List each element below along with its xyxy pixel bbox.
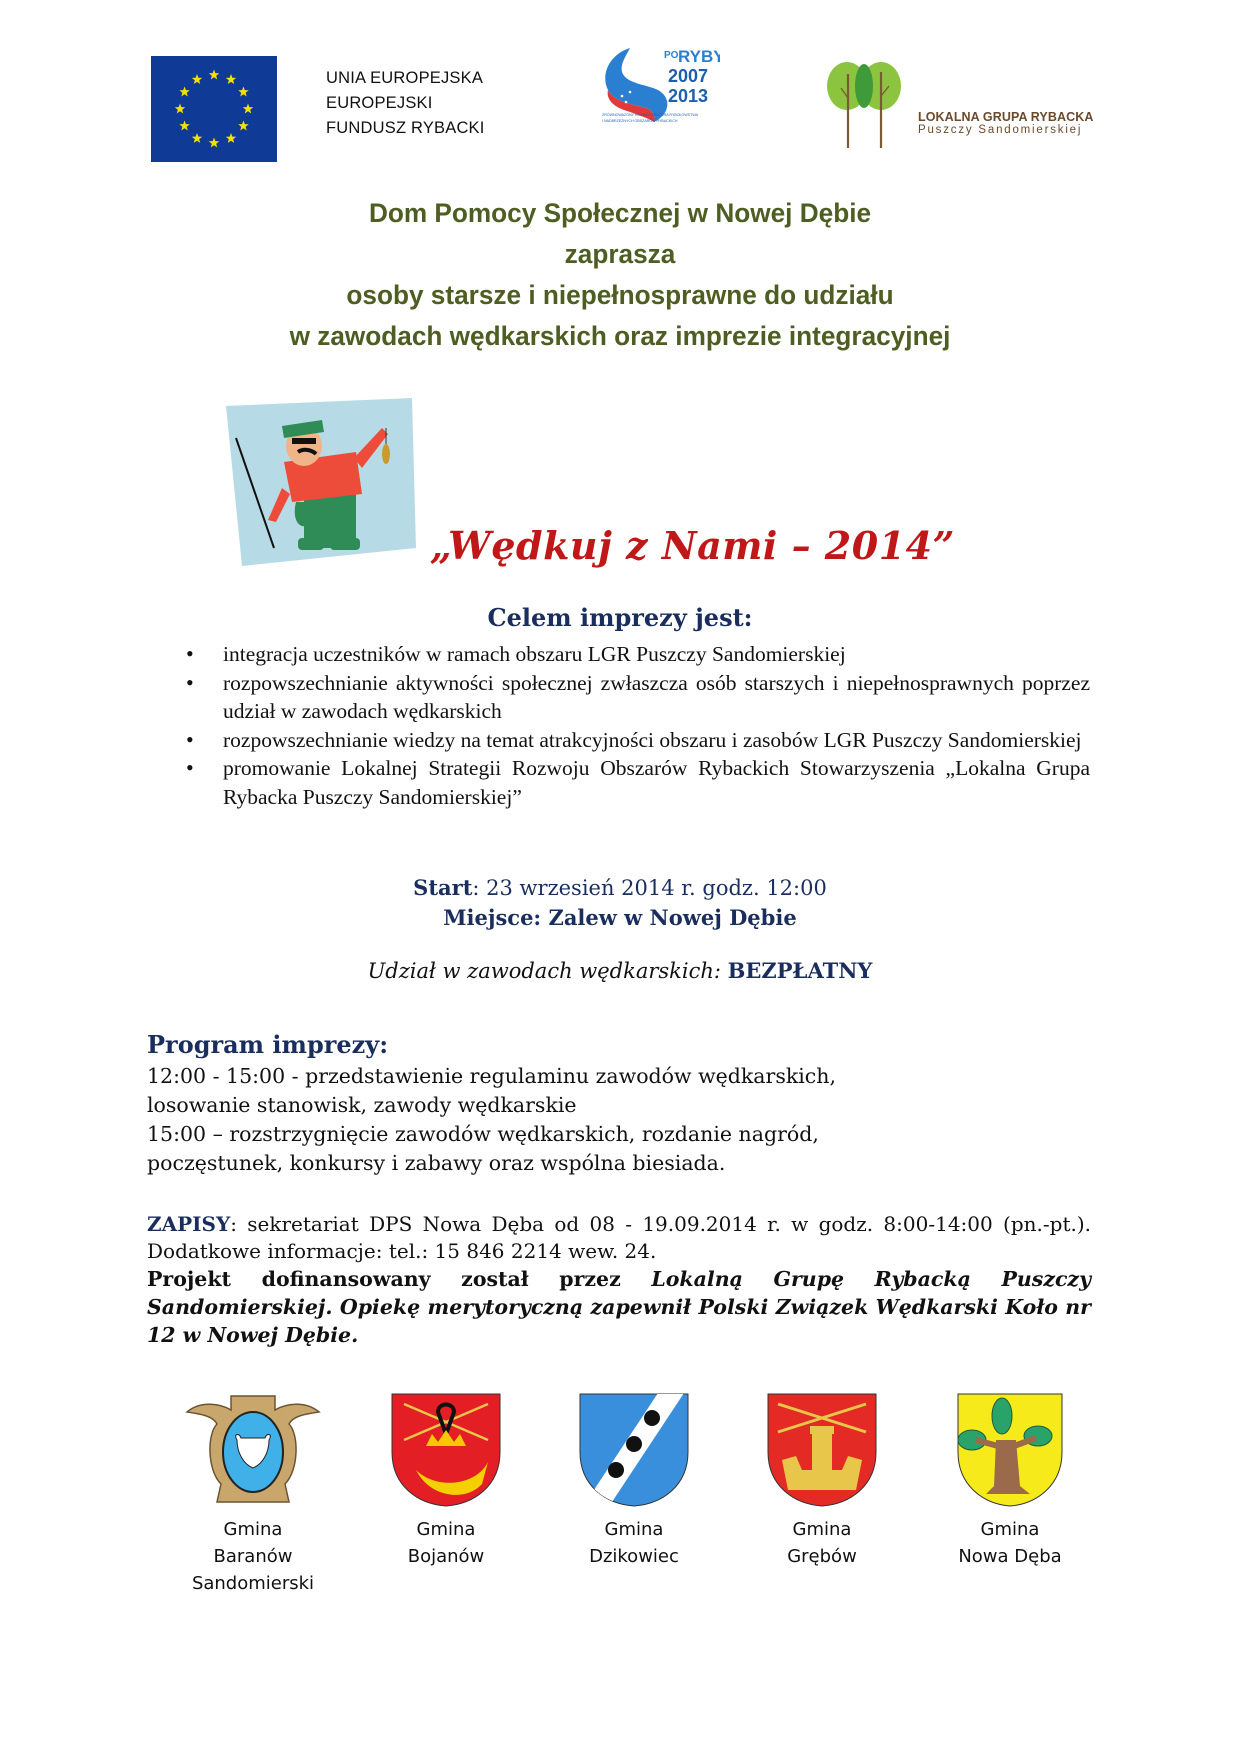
eu-star-icon bbox=[226, 133, 236, 143]
crest-bojanow bbox=[371, 1390, 521, 1570]
place-line: Miejsce: Zalew w Nowej Dębie bbox=[443, 905, 797, 930]
fisherman-clipart bbox=[222, 398, 416, 566]
nowa-deba-crest-icon bbox=[950, 1390, 1070, 1508]
headline-line: zaprasza bbox=[564, 239, 676, 269]
year-start-text: 2007 bbox=[668, 66, 709, 86]
goals-list bbox=[186, 640, 1090, 811]
program-line: 15:00 – rozstrzygnięcie zawodów wędkarskich, rozdanie nagród, bbox=[147, 1122, 819, 1146]
dzikowiec-crest-icon bbox=[574, 1390, 694, 1508]
eu-star-icon bbox=[192, 74, 202, 84]
eu-text-line: FUNDUSZ RYBACKI bbox=[326, 119, 485, 137]
crest-dzikowiec bbox=[559, 1390, 709, 1570]
crest-label: Gmina bbox=[223, 1519, 283, 1540]
start-value: : 23 wrzesień 2014 r. godz. 12:00 bbox=[472, 876, 827, 900]
eu-star-icon bbox=[175, 104, 185, 114]
baranow-crest-icon bbox=[181, 1390, 325, 1508]
eu-fund-text bbox=[326, 66, 485, 141]
funding-italic-text: Lokalną Grupę Rybacką Puszczy Sandomierskiej. Opiekę merytoryczną zapewnił Polski Związek Wędkarski Koło nr 12 w Nowej Dębie. bbox=[147, 1267, 1091, 1347]
participation-info bbox=[0, 958, 1240, 983]
goal-item: • integracja uczestników w ramach obszaru LGR Puszczy Sandomierskiej bbox=[186, 640, 1090, 669]
crest-label: Gmina bbox=[604, 1519, 664, 1540]
goal-item: • rozpowszechnianie wiedzy na temat atrakcyjności obszaru i zasobów LGR Puszczy Sandomierskiej bbox=[186, 726, 1090, 755]
program-line: 12:00 - 15:00 - przedstawienie regulaminu zawodów wędkarskich, bbox=[147, 1064, 837, 1088]
headline-line: Dom Pomocy Społecznej w Nowej Dębie bbox=[368, 198, 872, 228]
po-ryby-caption: I NADBRZEŻNYCH OBSZARÓW RYBACKICH bbox=[602, 119, 678, 123]
crest-name: Nowa Dęba bbox=[958, 1546, 1062, 1567]
lgr-logo-text bbox=[918, 110, 1093, 136]
eu-star-icon bbox=[209, 138, 219, 148]
po-text: PO bbox=[664, 50, 679, 61]
eu-star-icon bbox=[238, 121, 248, 131]
crest-label: Gmina bbox=[416, 1519, 476, 1540]
crest-name: Grębów bbox=[787, 1546, 857, 1567]
headline-line: osoby starsze i niepełnosprawne do udziału bbox=[346, 280, 894, 310]
eu-text-line: EUROPEJSKI bbox=[326, 94, 433, 112]
eu-star-icon bbox=[179, 121, 189, 131]
registration-text: : sekretariat DPS Nowa Dęba od 08 - 19.09.2014 r. w godz. 8:00-14:00 (pn.-pt.). Dodatkowe informacje: tel.: 15 846 2214 wew. 24. bbox=[147, 1212, 1091, 1263]
eu-star-icon bbox=[226, 74, 236, 84]
crest-label: Gmina bbox=[792, 1519, 852, 1540]
program-line: losowanie stanowisk, zawody wędkarskie bbox=[147, 1093, 577, 1117]
eu-star-icon bbox=[179, 87, 189, 97]
event-title: „Wędkuj z Nami – 2014” bbox=[430, 523, 955, 568]
tree-fish-icon bbox=[825, 56, 925, 156]
year-end-text: 2013 bbox=[668, 86, 709, 106]
bojanow-crest-icon bbox=[386, 1390, 506, 1508]
funding-info bbox=[147, 1265, 1091, 1349]
program-schedule bbox=[147, 1062, 1027, 1178]
funding-text: Projekt dofinansowany został przez bbox=[147, 1267, 652, 1291]
eu-star-icon bbox=[243, 104, 253, 114]
program-line: poczęstunek, konkursy i zabawy oraz wspólna biesiada. bbox=[147, 1151, 726, 1175]
goal-item: • rozpowszechnianie aktywności społecznej zwłaszcza osób starszych i niepełnosprawnych poprzez udział w zawodach wędkarskich bbox=[186, 669, 1090, 726]
eu-flag-logo bbox=[151, 56, 277, 162]
registration-label: ZAPISY bbox=[147, 1212, 231, 1236]
grebow-crest-icon bbox=[762, 1390, 882, 1508]
eu-text-line: UNIA EUROPEJSKA bbox=[326, 69, 484, 87]
crest-baranow bbox=[178, 1390, 328, 1597]
participation-label: Udział w zawodach wędkarskich: bbox=[367, 959, 728, 983]
goals-heading: Celem imprezy jest: bbox=[487, 603, 753, 632]
eu-star-icon bbox=[238, 87, 248, 97]
po-ryby-logo bbox=[600, 44, 720, 136]
crest-label: Gmina bbox=[980, 1519, 1040, 1540]
crest-name: Bojanów bbox=[407, 1546, 485, 1567]
lgr-subname: Puszczy Sandomierskiej bbox=[918, 124, 1083, 136]
eu-star-icon bbox=[209, 70, 219, 80]
crest-grebow bbox=[747, 1390, 897, 1570]
start-line bbox=[0, 873, 1240, 903]
registration-info bbox=[147, 1211, 1091, 1265]
eu-star-icon bbox=[192, 133, 202, 143]
headline-line: w zawodach wędkarskich oraz imprezie integracyjnej bbox=[289, 321, 951, 351]
start-info bbox=[0, 873, 1240, 932]
program-heading: Program imprezy: bbox=[147, 1030, 389, 1059]
invitation-headline bbox=[19, 193, 1222, 357]
lgr-logo bbox=[825, 56, 1125, 156]
start-label: Start bbox=[413, 875, 473, 900]
po-ryby-caption: ZRÓWNOWAŻONY ROZWÓJ SEKTORA RYBOŁÓWSTWA bbox=[602, 113, 698, 117]
crest-name: Dzikowiec bbox=[589, 1546, 679, 1567]
crest-nowa-deba bbox=[935, 1390, 1085, 1570]
lgr-name: LOKALNA GRUPA RYBACKA bbox=[918, 110, 1094, 124]
crest-name: Baranów Sandomierski bbox=[191, 1546, 315, 1594]
eu-stars-icon bbox=[151, 56, 277, 162]
participation-fee: BEZPŁATNY bbox=[727, 958, 873, 983]
goal-item: • promowanie Lokalnej Strategii Rozwoju Obszarów Rybackich Stowarzyszenia „Lokalna Grupa Rybacka Puszczy Sandomierskiej” bbox=[186, 754, 1090, 811]
ryby-text: RYBY bbox=[678, 47, 720, 66]
